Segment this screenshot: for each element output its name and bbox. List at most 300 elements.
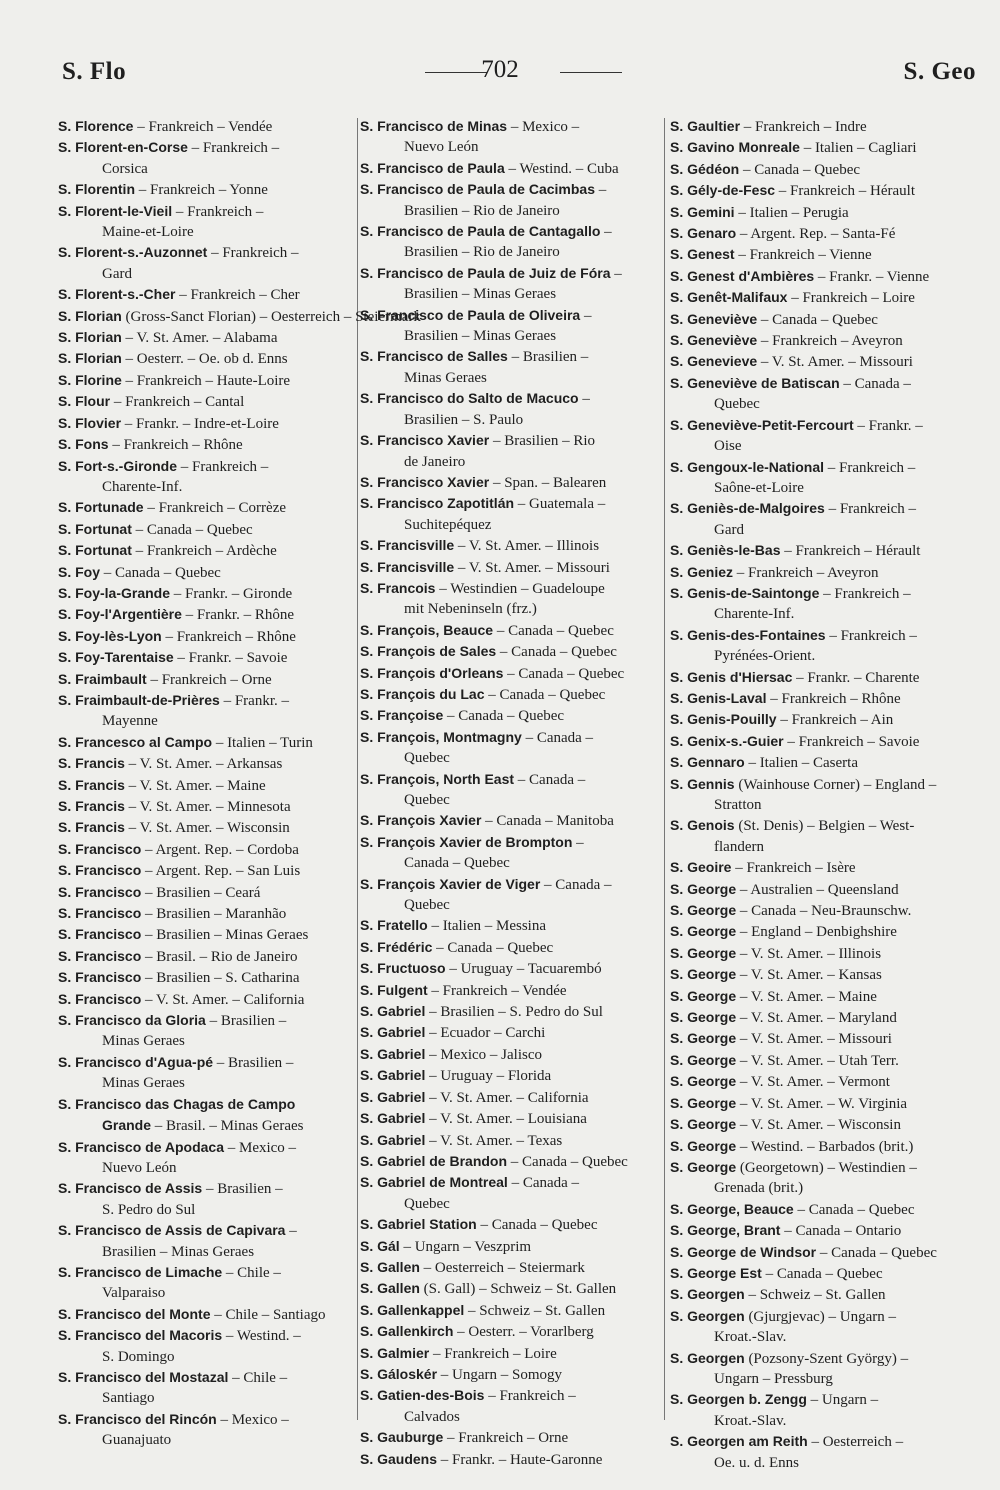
entry-description: – Canada – Quebec xyxy=(484,686,606,703)
entry-description: – Uruguay – Tacuarembó xyxy=(445,961,602,978)
entry-description: – Mexico – Nuevo León xyxy=(102,1139,297,1176)
entry-description: – Brasilien – Rio de Janeiro xyxy=(404,182,607,219)
gazetteer-entry xyxy=(360,1385,660,1427)
gazetteer-entry xyxy=(360,620,660,641)
entry-term: S. Gabriel xyxy=(360,1067,426,1084)
entry-description: – Canada – Quebec xyxy=(443,708,565,725)
gazetteer-entry xyxy=(360,116,660,158)
entry-description: – Frankreich – Gard xyxy=(102,245,299,282)
entry-description: – Canada – Quebec xyxy=(493,622,614,639)
entry-description: – Frankreich – Vendée xyxy=(133,119,273,135)
entry-description: – Frankreich – Vendée xyxy=(427,982,567,999)
entry-description: – Frankreich – Corsica xyxy=(102,140,280,177)
gazetteer-entry xyxy=(360,1321,660,1342)
entry-description: – Ungarn – Veszprim xyxy=(399,1238,532,1255)
gazetteer-entry xyxy=(670,562,980,583)
entry-term: S. Francisville xyxy=(360,558,455,575)
entry-description: – Italien – Caserta xyxy=(744,755,858,772)
gazetteer-entry xyxy=(360,958,660,979)
gazetteer-entry xyxy=(58,860,352,881)
entry-description: – Frankreich – Aveyron xyxy=(757,333,903,350)
entry-term: S. Georgen b. Zengg xyxy=(670,1391,807,1408)
entry-term: S. Gauburge xyxy=(360,1429,444,1446)
entry-description: – V. St. Amer. – Maryland xyxy=(736,1010,897,1027)
gazetteer-entry xyxy=(670,137,980,158)
gazetteer-entry xyxy=(360,1172,660,1214)
entry-term: S. François, Beauce xyxy=(360,621,494,638)
entry-term: S. Gabriel xyxy=(360,1088,426,1105)
entry-description: – Span. – Balearen xyxy=(489,474,607,491)
entry-term: S. Genis-Laval xyxy=(670,689,767,706)
gazetteer-entry xyxy=(670,1093,980,1114)
column-3 xyxy=(670,116,980,1473)
entry-description: – Westindien – Guadeloupe mit Nebeninseln (frz.) xyxy=(404,580,605,618)
entry-term: S. Francis xyxy=(58,819,125,836)
entry-description: – Canada – Quebec xyxy=(761,1265,883,1282)
entry-term: S. Gédéon xyxy=(670,160,740,177)
entry-term: S. Fructuoso xyxy=(360,960,446,977)
entry-term: S. Gaultier xyxy=(670,118,741,134)
entry-description: – Frankreich – Orne xyxy=(443,1430,569,1447)
gazetteer-entry xyxy=(360,388,660,430)
entry-description: (Wainhouse Corner) – England – Stratton xyxy=(714,776,937,813)
entry-term: S. Florent-en-Corse xyxy=(58,139,188,156)
entry-term: S. Fons xyxy=(58,436,109,453)
entry-term: S. Genis d'Hiersac xyxy=(670,668,793,685)
entry-description: – Frankr. – Oise xyxy=(714,417,923,455)
gazetteer-entry xyxy=(58,413,352,434)
entry-term: S. George xyxy=(670,944,737,961)
entry-description: (Gross-Sanct Florian) – Oesterreich – Steiermark xyxy=(121,308,421,325)
gazetteer-entry xyxy=(360,1022,660,1043)
gazetteer-entry xyxy=(670,1284,980,1305)
entry-description: – Frankreich – Maine-et-Loire xyxy=(102,203,264,241)
entry-term: S. Flour xyxy=(58,393,111,410)
entry-description: – V. St. Amer. – Texas xyxy=(425,1132,563,1149)
gazetteer-entry xyxy=(670,1199,980,1220)
gazetteer-entry xyxy=(58,1178,352,1220)
entry-description: – Frankreich – Rhône xyxy=(161,628,296,645)
gazetteer-entry xyxy=(670,1028,980,1049)
gazetteer-entry xyxy=(58,839,352,860)
entry-description: – Frankreich – Savoie xyxy=(783,733,920,750)
entry-term: S. Gavino Monreale xyxy=(670,139,800,156)
entry-description: – Frankreich – Rhône xyxy=(108,437,243,454)
gazetteer-entry xyxy=(670,1389,980,1431)
entry-description: – V. St. Amer. – Wisconsin xyxy=(124,820,290,837)
entry-term: S. Gabriel xyxy=(360,1131,426,1148)
entry-description: – Frankreich – Hérault xyxy=(775,183,915,200)
entry-description: – Westind. – Barbados (brit.) xyxy=(736,1138,914,1155)
gazetteer-entry xyxy=(58,1010,352,1052)
gazetteer-entry xyxy=(360,663,660,684)
gazetteer-entry xyxy=(58,732,352,753)
gazetteer-entry xyxy=(360,1044,660,1065)
gazetteer-entry xyxy=(360,263,660,305)
column-2 xyxy=(360,116,660,1470)
entry-term: S. Fraimbault-de-Prières xyxy=(58,691,220,708)
entry-description: – V. St. Amer. – Wisconsin xyxy=(736,1117,901,1134)
gazetteer-entry xyxy=(670,498,980,540)
entry-description: – Ungarn – Somogy xyxy=(437,1366,563,1383)
entry-term: S. Florine xyxy=(58,371,122,388)
entry-term: S. George xyxy=(670,1009,737,1026)
gazetteer-entry xyxy=(58,775,352,796)
gazetteer-entry xyxy=(58,924,352,945)
gazetteer-entry xyxy=(58,967,352,988)
entry-description: – Frankreich – Saône-et-Loire xyxy=(714,459,916,496)
entry-term: S. Francisco de Paula de Juiz de Fóra xyxy=(360,264,611,281)
entry-description: – Canada – Quebec xyxy=(739,161,861,178)
entry-term: S. Francis xyxy=(58,798,125,814)
entry-description: – Frankreich – Loire xyxy=(787,290,915,307)
entry-description: – Argent. Rep. – San Luis xyxy=(141,863,301,880)
entry-description: – Canada – Ontario xyxy=(780,1223,902,1240)
gazetteer-entry xyxy=(670,540,980,561)
gazetteer-entry xyxy=(670,1050,980,1071)
entry-description: – Guatemala – Suchitepéquez xyxy=(404,496,606,533)
gazetteer-entry xyxy=(360,727,660,769)
gazetteer-entry xyxy=(360,535,660,556)
entry-description: – Ungarn – Kroat.-Slav. xyxy=(714,1392,879,1429)
entry-description: – Frankreich – Haute-Loire xyxy=(121,372,291,389)
gazetteer-entry xyxy=(58,1304,352,1325)
entry-description: – V. St. Amer. – Maine xyxy=(124,777,266,794)
entry-description: – V. St. Amer. – W. Virginia xyxy=(736,1095,908,1112)
entry-term: S. Florent-s.-Auzonnet xyxy=(58,244,208,261)
header-right-term: S. Geo xyxy=(903,58,976,85)
gazetteer-entry xyxy=(360,179,660,221)
gazetteer-entry xyxy=(670,667,980,688)
entry-term: S. Gennis xyxy=(670,775,735,792)
entry-term: S. Genest xyxy=(670,246,735,263)
gazetteer-entry xyxy=(670,351,980,372)
entry-description: – Brasilien – S. Pedro do Sul xyxy=(102,1181,283,1218)
entry-term: S. Gaudens xyxy=(360,1450,438,1467)
entry-term: S. Gabriel Station xyxy=(360,1216,477,1233)
entry-term: S. George xyxy=(670,1051,737,1068)
gazetteer-entry xyxy=(58,497,352,518)
entry-description: – Canada – Quebec xyxy=(714,375,911,413)
gazetteer-entry xyxy=(360,705,660,726)
entry-description: – V. St. Amer. – Missouri xyxy=(736,1031,892,1048)
entry-description: – Brasilien – Ceará xyxy=(141,884,261,901)
entry-term: S. Francisco del Rincón xyxy=(58,1410,217,1427)
header-rule-right xyxy=(560,72,622,73)
entry-term: S. François Xavier de Brompton xyxy=(360,833,573,850)
entry-description: – Canada – Quebec xyxy=(476,1217,598,1234)
entry-term: S. Francisco de Apodaca xyxy=(58,1138,224,1155)
entry-description: – Frankreich – Cher xyxy=(175,287,300,304)
gazetteer-entry xyxy=(360,832,660,874)
gazetteer-entry xyxy=(670,266,980,287)
entry-description: – Brasilien – S. Paulo xyxy=(404,391,590,428)
gazetteer-entry xyxy=(58,434,352,455)
entry-term: S. Geneviève de Batiscan xyxy=(670,374,840,391)
entry-term: S. Francis xyxy=(58,755,125,772)
entry-term: S. George xyxy=(670,987,737,1004)
entry-description: – Frankr. – Charente xyxy=(792,669,920,686)
page-number: 702 xyxy=(481,56,519,83)
entry-term: S. Francisco xyxy=(58,990,142,1007)
entry-term: S. François d'Orleans xyxy=(360,664,504,681)
gazetteer-entry xyxy=(58,116,352,137)
entry-description: – V. St. Amer. – Missouri xyxy=(757,354,913,371)
entry-term: S. Francisco de Minas xyxy=(360,118,508,134)
gazetteer-entry xyxy=(670,373,980,415)
entry-term: S. George xyxy=(670,902,737,919)
entry-description: – V. St. Amer. – Vermont xyxy=(736,1074,890,1091)
gazetteer-entry xyxy=(360,1108,660,1129)
gazetteer-entry xyxy=(360,1130,660,1151)
gazetteer-entry xyxy=(360,1065,660,1086)
entry-description: – Brasilien – Rio de Janeiro xyxy=(404,224,612,261)
gazetteer-entry xyxy=(670,180,980,201)
gazetteer-entry xyxy=(360,980,660,1001)
entry-term: S. Genis-Pouilly xyxy=(670,711,777,728)
entry-description: – Frankreich – Vienne xyxy=(734,247,872,264)
entry-term: S. Francisco xyxy=(58,905,142,922)
entry-term: S. George xyxy=(670,1158,737,1175)
gazetteer-entry xyxy=(670,879,980,900)
entry-description: – Frankr. – Mayenne xyxy=(102,692,289,730)
entry-term: S. Genois xyxy=(670,817,735,834)
entry-term: S. Fortunat xyxy=(58,520,132,537)
gazetteer-entry xyxy=(360,1343,660,1364)
entry-description: – Brasilien – Minas Geraes xyxy=(404,265,622,303)
entry-term: S. Genêt-Malifaux xyxy=(670,289,788,306)
entry-description: – Canada – Quebec xyxy=(496,644,617,661)
entry-description: – Schweiz – St. Gallen xyxy=(744,1287,886,1304)
entry-term: S. Francisco xyxy=(58,969,142,986)
gazetteer-entry xyxy=(670,1431,980,1473)
entry-description: – Oesterr. – Oe. ob d. Enns xyxy=(121,351,288,368)
entry-term: S. Foy xyxy=(58,563,101,580)
entry-description: – Uruguay – Florida xyxy=(425,1068,552,1085)
entry-term: S. Fratello xyxy=(360,917,428,934)
entry-description: – Canada – Quebec xyxy=(404,1175,580,1212)
gazetteer-entry xyxy=(670,244,980,265)
entry-description: – Canada – Quebec xyxy=(503,665,625,682)
entry-description: – Westind. – S. Domingo xyxy=(102,1328,301,1365)
entry-description: – V. St. Amer. – Minnesota xyxy=(124,799,291,815)
entry-description: – Ecuador – Carchi xyxy=(425,1025,546,1042)
entry-term: S. George, Brant xyxy=(670,1222,781,1239)
entry-description: – V. St. Amer. – Louisiana xyxy=(425,1111,587,1128)
entry-term: S. Foy-Tarentaise xyxy=(58,649,174,666)
gazetteer-entry xyxy=(58,519,352,540)
entry-term: S. Gallen xyxy=(360,1280,420,1297)
entry-term: S. Gabriel xyxy=(360,1045,426,1062)
gazetteer-entry xyxy=(670,457,980,499)
entry-description: – Canada – Quebec xyxy=(131,521,253,538)
entry-term: S. Francisco de Paula de Oliveira xyxy=(360,306,581,323)
entry-description: – Frankreich – Yonne xyxy=(135,182,268,199)
entry-term: S. Genis-des-Fontaines xyxy=(670,626,826,643)
gazetteer-entry xyxy=(58,1052,352,1094)
gazetteer-entry xyxy=(670,1220,980,1241)
gazetteer-entry xyxy=(58,690,352,732)
entry-description: – V. St. Amer. – Utah Terr. xyxy=(736,1052,899,1069)
entry-term: S. Foy-la-Grande xyxy=(58,584,171,601)
entry-term: S. Geneviève xyxy=(670,332,758,349)
entry-term: S. George xyxy=(670,1116,737,1133)
gazetteer-entry xyxy=(360,305,660,347)
gazetteer-entry xyxy=(58,1367,352,1409)
gazetteer-entry xyxy=(58,540,352,561)
gazetteer-entry xyxy=(360,1449,660,1470)
entry-description: – V. St. Amer. – Kansas xyxy=(736,967,882,984)
entry-term: S. Francisco de Paula de Cantagallo xyxy=(360,223,601,240)
entry-description: – V. St. Amer. – Alabama xyxy=(121,330,278,347)
gazetteer-entry xyxy=(58,882,352,903)
entry-term: S. Francisco xyxy=(58,883,142,900)
entry-description: – Westind. – Cuba xyxy=(504,160,619,177)
entry-description: – Canada – Quebec xyxy=(507,1153,628,1170)
entry-term: S. Francisco Zapotitlán xyxy=(360,495,515,512)
entry-description: – Frankreich – Loire xyxy=(429,1345,557,1362)
entry-term: S. François Xavier de Viger xyxy=(360,875,541,892)
gazetteer-entry xyxy=(670,309,980,330)
gazetteer-entry xyxy=(58,626,352,647)
entry-term: S. François du Lac xyxy=(360,685,485,702)
entry-description: – Mexico – Jalisco xyxy=(425,1046,543,1063)
entry-description: (S. Gall) – Schweiz – St. Gallen xyxy=(419,1281,617,1298)
gazetteer-entry xyxy=(670,1114,980,1135)
entry-term: S. George xyxy=(670,923,737,940)
gazetteer-entry xyxy=(670,986,980,1007)
entry-description: (Georgetown) – Westindien – Grenada (brit.) xyxy=(714,1159,917,1197)
entry-term: S. Francisco de Salles xyxy=(360,348,508,365)
entry-term: S. Georgen xyxy=(670,1349,745,1366)
entry-term: S. George, Beauce xyxy=(670,1200,794,1217)
gazetteer-entry xyxy=(670,116,980,137)
gazetteer-entry xyxy=(360,769,660,811)
entry-term: S. Geniès-de-Malgoires xyxy=(670,500,825,517)
entry-description: – Canada – Manitoba xyxy=(481,813,614,830)
entry-description: – Frankr. – Rhône xyxy=(181,607,294,624)
entry-term: S. Frédéric xyxy=(360,938,433,955)
entry-term: S. Gengoux-le-National xyxy=(670,458,825,475)
entry-term: S. Francisco de Assis de Capivara xyxy=(58,1222,286,1239)
gazetteer-entry xyxy=(58,306,421,327)
gazetteer-entry xyxy=(58,456,352,498)
entry-term: S. Francisco de Paula xyxy=(360,159,505,176)
entry-term: S. Florian xyxy=(58,307,122,324)
entry-description: – Oesterreich – Steiermark xyxy=(419,1259,585,1276)
entry-term: S. Francisco del Macoris xyxy=(58,1327,223,1344)
entry-term: S. Genis-de-Saintonge xyxy=(670,584,820,601)
gazetteer-entry xyxy=(360,557,660,578)
gazetteer-entry xyxy=(670,159,980,180)
entry-term: S. George de Windsor xyxy=(670,1243,817,1260)
entry-description: – Brasilien – Minas Geraes xyxy=(102,1013,287,1050)
gazetteer-entry xyxy=(360,472,660,493)
gazetteer-entry xyxy=(670,287,980,308)
entry-term: S. Francois xyxy=(360,579,436,596)
entry-term: S. Francisco do Salto de Macuco xyxy=(360,390,579,407)
gazetteer-entry xyxy=(670,900,980,921)
gazetteer-entry xyxy=(670,1136,980,1157)
gazetteer-entry xyxy=(360,915,660,936)
entry-description: – Frankreich – Cantal xyxy=(110,394,245,411)
gazetteer-entry xyxy=(58,817,352,838)
entry-description: – Frankreich – Ain xyxy=(776,712,894,729)
entry-description: – Frankr. – Haute-Garonne xyxy=(437,1451,603,1468)
entry-term: S. Florentin xyxy=(58,181,135,198)
entry-description: – Frankr. – Gironde xyxy=(170,585,293,602)
entry-term: S. Florent-s.-Cher xyxy=(58,286,176,303)
entry-description: – Chile – Santiago xyxy=(102,1369,288,1407)
gazetteer-entry xyxy=(58,583,352,604)
entry-description: – Brasilien – Minas Geraes xyxy=(102,1054,294,1092)
entry-term: S. Florence xyxy=(58,118,134,134)
entry-description: – V. St. Amer. – Illinois xyxy=(736,945,882,962)
entry-description: – Frankreich – Hérault xyxy=(780,543,921,560)
entry-term: S. Françoise xyxy=(360,707,444,724)
entry-term: S. Gennaro xyxy=(670,754,745,771)
entry-description: – Frankreich – Pyrénées-Orient. xyxy=(714,627,917,665)
gazetteer-entry xyxy=(670,774,980,816)
entry-description: – Frankreich – Aveyron xyxy=(733,564,879,581)
entry-description: – Brasilien – S. Pedro do Sul xyxy=(425,1004,603,1021)
entry-description: – Mexico – Nuevo León xyxy=(404,119,580,156)
entry-description: – Canada – Neu-Braunschw. xyxy=(736,903,912,920)
gazetteer-entry xyxy=(670,1242,980,1263)
gazetteer-entry xyxy=(360,1236,660,1257)
entry-description: – Argent. Rep. – Santa-Fé xyxy=(736,226,896,243)
entry-description: – Frankreich – Isère xyxy=(731,860,856,877)
entry-description: – Argent. Rep. – Cordoba xyxy=(141,841,299,858)
entry-term: S. George xyxy=(670,1073,737,1090)
gazetteer-entry xyxy=(360,1427,660,1448)
entry-term: S. Francisco das Chagas de Campo Grande xyxy=(58,1095,296,1134)
entry-term: S. Gallen xyxy=(360,1258,420,1275)
gazetteer-entry xyxy=(670,1263,980,1284)
gazetteer-entry xyxy=(58,753,352,774)
entry-term: S. Gáloskér xyxy=(360,1365,438,1382)
entry-term: S. Fortunat xyxy=(58,542,132,559)
gazetteer-entry xyxy=(360,493,660,535)
gazetteer-entry xyxy=(670,752,980,773)
gazetteer-entry xyxy=(360,1087,660,1108)
entry-term: S. Francisco Xavier xyxy=(360,473,490,490)
entry-description: – V. St. Amer. – Missouri xyxy=(454,559,610,576)
entry-term: S. George xyxy=(670,1137,737,1154)
entry-term: S. Gallenkirch xyxy=(360,1323,454,1340)
entry-description: – Italien – Messina xyxy=(427,918,546,935)
entry-term: S. François, Montmagny xyxy=(360,728,522,745)
entry-term: S. Fulgent xyxy=(360,981,428,998)
entry-term: S. Geneviève-Petit-Fercourt xyxy=(670,416,854,433)
gazetteer-entry xyxy=(58,1137,352,1179)
gazetteer-entry xyxy=(670,815,980,857)
gazetteer-entry xyxy=(670,1071,980,1092)
entry-term: S. Florian xyxy=(58,350,122,367)
entry-description: (St. Denis) – Belgien – West- flandern xyxy=(714,818,915,855)
entry-term: S. Francisco xyxy=(58,926,142,943)
entry-term: S. Geniès-le-Bas xyxy=(670,542,781,559)
entry-description: – Schweiz – St. Gallen xyxy=(464,1302,606,1319)
gazetteer-entry xyxy=(670,1157,980,1199)
entry-term: S. George xyxy=(670,1030,737,1047)
gazetteer-entry xyxy=(58,1325,352,1367)
gazetteer-entry xyxy=(58,1409,352,1451)
entry-description: – Canada – Quebec xyxy=(404,729,594,767)
gazetteer-entry xyxy=(360,430,660,472)
gazetteer-entry xyxy=(670,688,980,709)
entry-description: – Brasilien – Minas Geraes xyxy=(141,927,309,944)
